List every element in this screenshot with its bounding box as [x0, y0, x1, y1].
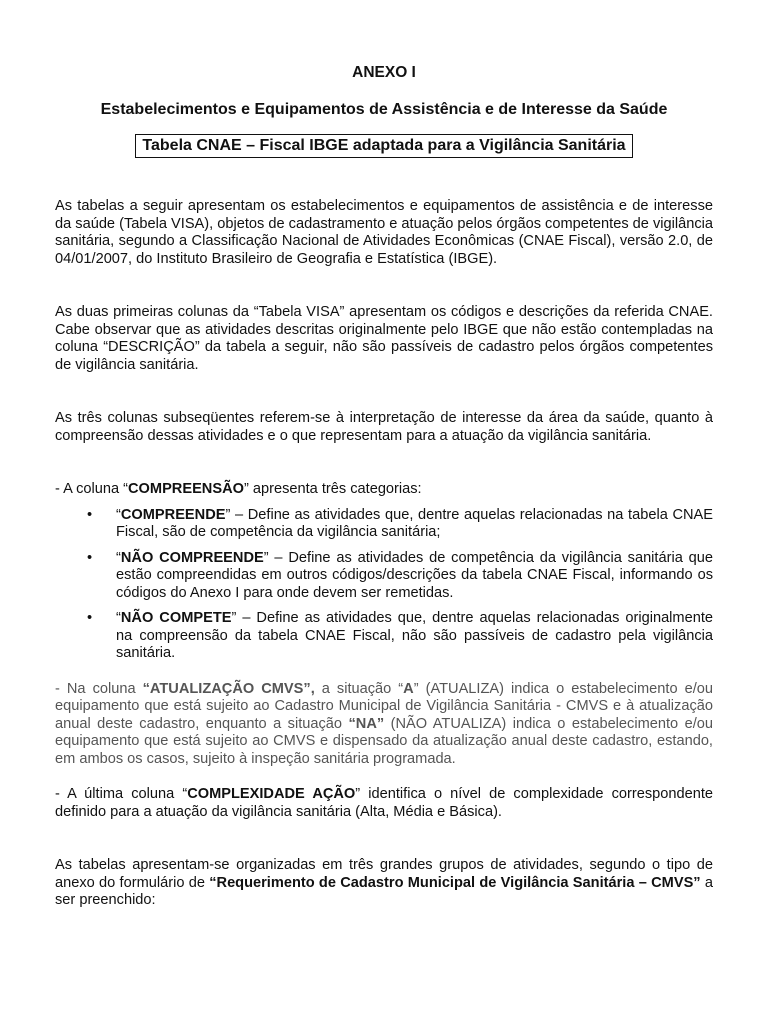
paragraph-grupos: As tabelas apresentam-se organizadas em três grandes grupos de atividades, segundo o tipo de anexo do formulário de “Requerimento de Cadastro Municipal de Vigilância Sanitária – CMVS” a ser preenchido: [55, 857, 714, 908]
list-item: • “COMPREENDE” – Define as atividades que, dentre aquelas relacionadas na tabela CNAE Fiscal, são de competência da vigilância sanitária; [87, 506, 713, 540]
category-list [55, 507, 713, 663]
document-page [55, 64, 713, 910]
paragraph-compreensao: - A coluna “COMPREENSÃO” apresenta três categorias: [55, 481, 422, 497]
document-title: ANEXO I [352, 64, 416, 81]
document-subtitle: Estabelecimentos e Equipamentos de Assistência e de Interesse da Saúde [100, 100, 668, 118]
paragraph-interpretation: As três colunas subseqüentes referem-se à interpretação de interesse da área da saúde, quanto à compreensão dessas atividades e o que representam para a atuação da vigilância sanitária. [55, 410, 713, 444]
bullet-icon: • [87, 506, 93, 523]
list-item: • “NÃO COMPREENDE” – Define as atividades de competência da vigilância sanitária que estão compreendidas em outros códigos/descrições da tabela CNAE Fiscal, informando os códigos do Anexo I para onde devem ser remetidas. [87, 549, 713, 601]
bold-term: COMPREENSÃO [128, 481, 244, 497]
boxed-title: Tabela CNAE – Fiscal IBGE adaptada para a Vigilância Sanitária [135, 134, 632, 158]
paragraph-intro: As tabelas a seguir apresentam os estabelecimentos e equipamentos de assistência e de interesse da saúde (Tabela VISA), objetos de cadastramento e atuação pelos órgãos competentes de vigilância sanitária, segundo a Classificação Nacional de Atividades Econômicas (CNAE Fiscal), versão 2.0, de 04/01/2007, do Instituto Brasileiro de Geografia e Estatística (IBGE). [55, 198, 713, 267]
list-item: • “NÃO COMPETE” – Define as atividades que, dentre aquelas relacionadas originalmente na compreensão da tabela CNAE Fiscal, não são passíveis de cadastro pela vigilância sanitária. [87, 610, 713, 661]
boxed-title-wrapper [55, 134, 713, 158]
paragraph-complexidade: - A última coluna “COMPLEXIDADE AÇÃO” identifica o nível de complexidade correspondente definido para a atuação da vigilância sanitária (Alta, Média e Básica). [55, 786, 713, 820]
paragraph-columns: As duas primeiras colunas da “Tabela VISA” apresentam os códigos e descrições da referida CNAE. Cabe observar que as atividades descritas originalmente pelo IBGE que não estão contempladas na coluna “DESCRIÇÃO” da tabela a seguir, não são passíveis de cadastro pelos órgãos competentes de vigilância sanitária. [55, 304, 713, 373]
bullet-icon: • [87, 549, 93, 566]
paragraph-atualizacao: - Na coluna “ATUALIZAÇÃO CMVS”, a situação “A” (ATUALIZA) indica o estabelecimento e/ou equipamento que está sujeito ao Cadastro Municipal de Vigilância Sanitária - CMVS e à atualização anual deste cadastro, enquanto a situação “NA” (NÃO ATUALIZA) indica o estabelecimento e/ou equipamento que está sujeito ao CMVS e dispensado da atualização anual deste cadastro, estando, em ambos os casos, sujeito à inspeção sanitária programada. [55, 680, 714, 767]
bullet-icon: • [87, 610, 93, 626]
